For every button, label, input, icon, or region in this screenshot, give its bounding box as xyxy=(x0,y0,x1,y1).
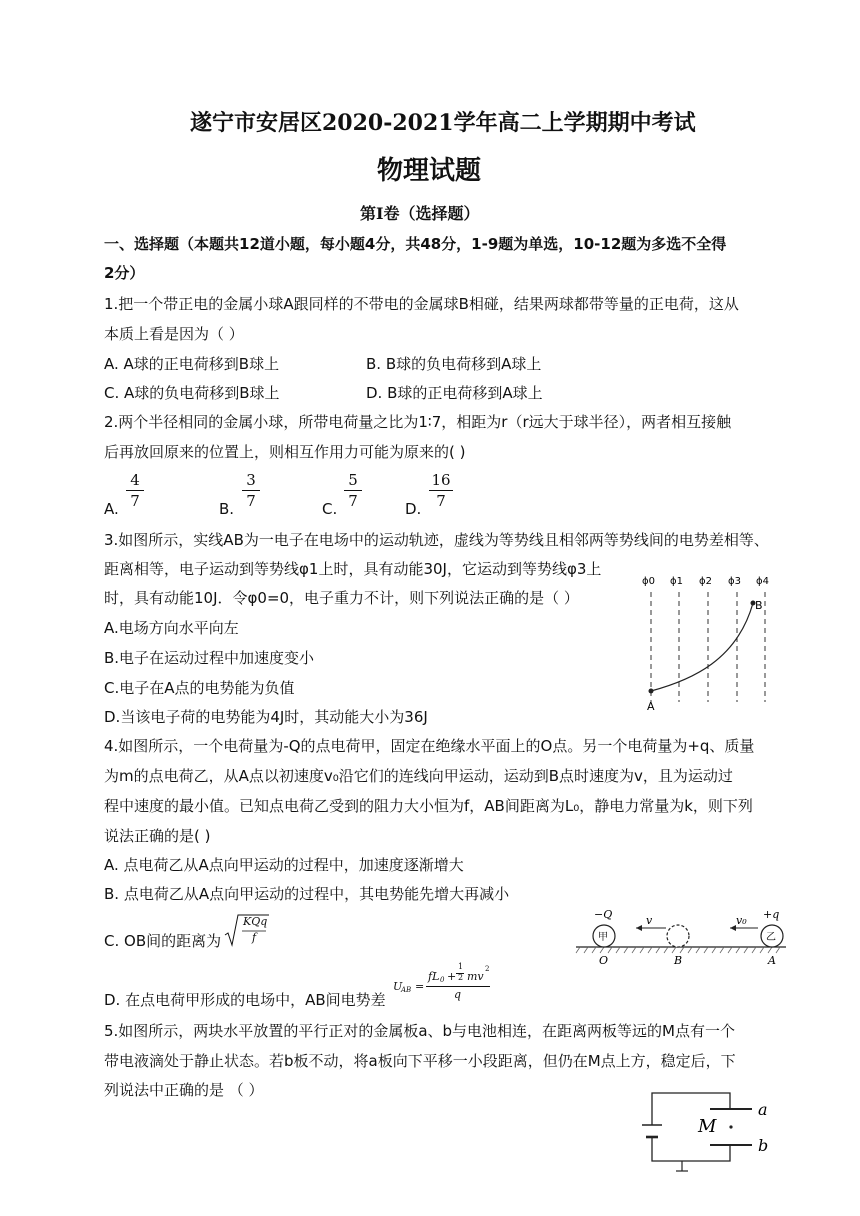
volume-title: 第I卷（选择题） xyxy=(360,204,480,223)
fraction-numerator: 3 xyxy=(242,471,260,491)
formula-u-subscript: AB xyxy=(401,986,412,994)
sqrt-numerator: KQq xyxy=(243,915,268,928)
label-plate-a: a xyxy=(758,1100,768,1119)
q4-option-b: B. 点电荷乙从A点向甲运动的过程中，其电势能先增大再减小 xyxy=(104,885,510,903)
q2-option-c-fraction xyxy=(344,471,362,510)
fraction-denominator: 7 xyxy=(348,492,358,510)
formula-main-bar xyxy=(426,986,490,987)
formula-num-a: fL xyxy=(428,970,440,983)
formula-equals: = xyxy=(415,980,425,993)
q4-stem-cont: 为m的点电荷乙，从A点以初速度v₀沿它们的连线向甲运动，运动到B点时速度为v，且为运动过 xyxy=(104,767,733,785)
label-neg-q: −Q xyxy=(594,908,613,921)
label-jia: 甲 xyxy=(598,932,608,943)
exam-title: 遂宁市安居区2020-2021学年高二上学期期中考试 xyxy=(190,110,696,136)
droplet-m xyxy=(729,1125,732,1128)
label-a: A xyxy=(768,954,776,967)
q3-stem-cont2: 时，具有动能10J．令φ0=0，电子重力不计，则下列说法正确的是（ ） xyxy=(104,589,579,607)
q4-stem-cont3: 说法正确的是( ) xyxy=(104,827,211,845)
q1-option-a: A. A球的正电荷移到B球上 xyxy=(104,355,280,373)
label-v0: v₀ xyxy=(736,914,747,927)
q2-option-d-label: D. xyxy=(405,500,422,518)
fraction-denominator: 7 xyxy=(130,492,140,510)
fraction-numerator: 5 xyxy=(344,471,362,491)
q1-option-c: C. A球的负电荷移到B球上 xyxy=(104,384,280,402)
q1-stem: 1.把一个带正电的金属小球A跟同样的不带电的金属球B相碰，结果两球都带等量的正电荷，这从 xyxy=(104,295,739,313)
formula-u: U xyxy=(393,980,403,993)
q3-option-c: C.电子在A点的电势能为负值 xyxy=(104,679,295,697)
fraction-numerator: 4 xyxy=(126,471,144,491)
formula-num-sup: 2 xyxy=(485,965,490,973)
label-o: O xyxy=(599,954,609,967)
point-a-dot xyxy=(649,689,654,694)
phi2-label: ϕ2 xyxy=(699,576,712,587)
q2-option-b-label: B. xyxy=(219,500,235,518)
q5-stem: 5.如图所示，两块水平放置的平行正对的金属板a、b与电池相连，在距离两板等远的M点有一个 xyxy=(104,1022,735,1040)
q1-stem-cont: 本质上看是因为（ ） xyxy=(104,325,244,343)
q4-option-a: A. 点电荷乙从A点向甲运动的过程中，加速度逐渐增大 xyxy=(104,856,464,874)
q5-circuit-figure xyxy=(634,1085,774,1177)
label-yi: 乙 xyxy=(766,932,776,943)
q4-charges-figure xyxy=(572,898,792,966)
section-heading-cont: 2分） xyxy=(104,264,145,282)
formula-num-sub: 0 xyxy=(440,976,445,984)
q1-option-d: D. B球的正电荷移到A球上 xyxy=(366,384,543,402)
q2-option-d-fraction xyxy=(429,471,453,510)
fraction-denominator: 7 xyxy=(436,492,446,510)
q2-option-c-label: C. xyxy=(322,500,338,518)
formula-half-num: 1 xyxy=(458,962,464,971)
fraction-denominator: 7 xyxy=(246,492,256,510)
formula-half-den: 2 xyxy=(458,973,464,982)
label-plate-b: b xyxy=(758,1136,769,1155)
q4-stem-cont2: 程中速度的最小值。已知点电荷乙受到的阻力大小恒为f，AB间距离为L₀，静电力常量为k，则下列 xyxy=(104,797,753,815)
phi0-label: ϕ0 xyxy=(642,576,655,587)
q1-option-b: B. B球的负电荷移到A球上 xyxy=(366,355,542,373)
fraction-numerator: 16 xyxy=(429,471,453,491)
label-pos-q: +q xyxy=(763,908,780,921)
formula-plus: + xyxy=(447,970,457,983)
phi1-label: ϕ1 xyxy=(670,576,683,587)
q3-option-d: D.当该电子荷的电势能为4J时，其动能大小为36J xyxy=(104,708,428,726)
point-b-label: B xyxy=(755,599,763,612)
formula-den: q xyxy=(454,988,462,1001)
q3-option-b: B.电子在运动过程中加速度变小 xyxy=(104,649,315,667)
q3-option-a: A.电场方向水平向左 xyxy=(104,619,239,637)
label-m: M xyxy=(698,1116,717,1137)
formula-num-b: mv xyxy=(467,970,484,983)
ghost-ball-b xyxy=(667,925,689,947)
q4-option-d: D. 在点电荷甲形成的电场中，AB间电势差 xyxy=(104,991,386,1009)
section-heading: 一、选择题（本题共12道小题，每小题4分，共48分，1-9题为单选，10-12题为多选不全得 xyxy=(104,235,727,253)
q3-stem: 3.如图所示，实线AB为一电子在电场中的运动轨迹，虚线为等势线且相邻两等势线间的电势差相等、 xyxy=(104,531,769,549)
q4-stem: 4.如图所示，一个电荷量为-Q的点电荷甲，固定在绝缘水平面上的O点。另一个电荷量为+q、质量 xyxy=(104,737,755,755)
q2-option-a-fraction xyxy=(126,471,144,510)
q3-stem-cont: 距离相等，电子运动到等势线φ1上时，具有动能30J，它运动到等势线φ3上 xyxy=(104,560,602,578)
point-a-label: A xyxy=(647,700,655,713)
phi3-label: ϕ3 xyxy=(728,576,741,587)
q2-stem: 2.两个半径相同的金属小球，所带电荷量之比为1∶7，相距为r（r远大于球半径），两者相互接触 xyxy=(104,413,732,431)
q2-option-a-label: A. xyxy=(104,500,119,518)
q5-stem-cont2: 列说法中正确的是 （ ） xyxy=(104,1081,264,1099)
q2-stem-cont: 后再放回原来的位置上，则相互作用力可能为原来的( ) xyxy=(104,443,466,461)
label-v: v xyxy=(646,914,653,927)
q5-stem-cont: 带电液滴处于静止状态。若b板不动，将a板向下平移一小段距离，但仍在M点上方，稳定后，下 xyxy=(104,1052,736,1070)
q2-option-b-fraction xyxy=(242,471,260,510)
label-b: B xyxy=(674,954,683,967)
sqrt-denominator: f xyxy=(252,931,257,944)
q4-option-c: C. OB间的距离为 xyxy=(104,932,222,950)
q3-equipotential-figure xyxy=(632,570,782,712)
phi4-label: ϕ4 xyxy=(756,576,769,587)
subject-title: 物理试题 xyxy=(377,156,482,186)
trajectory-curve xyxy=(651,603,753,691)
